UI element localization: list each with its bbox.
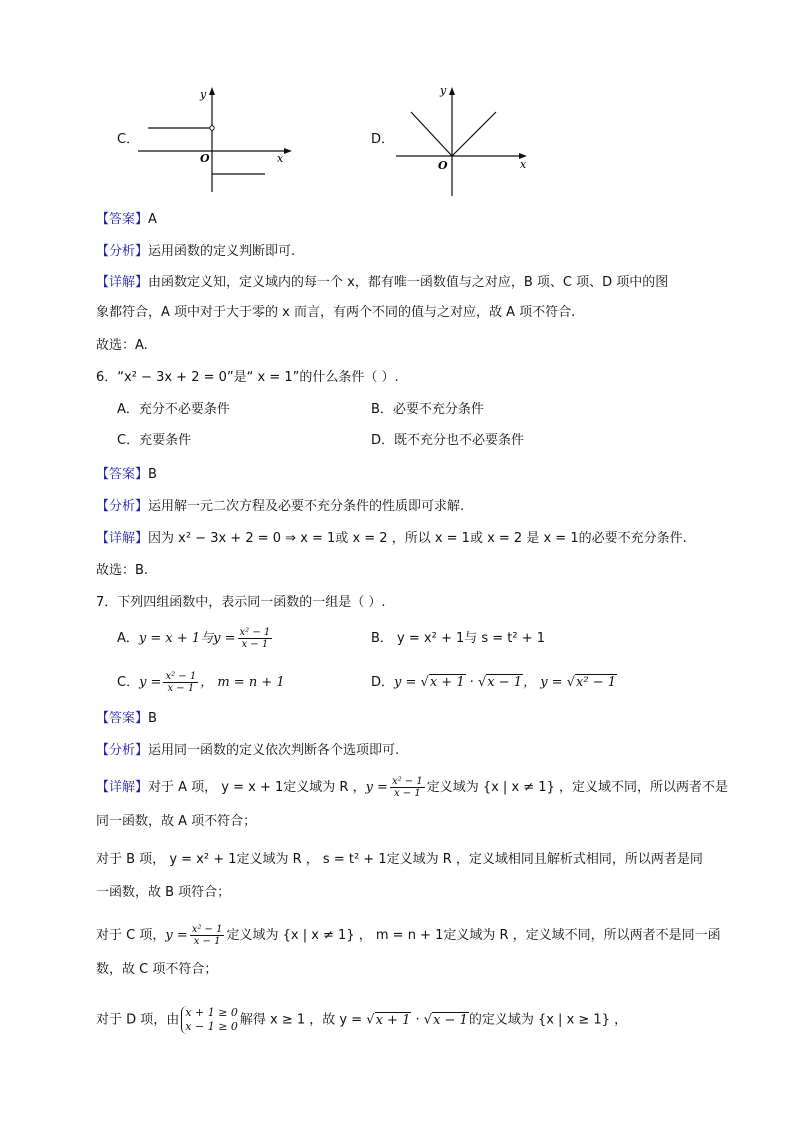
graph-c-open-point xyxy=(210,126,214,130)
analysis-text: 运用函数的定义判断即可. xyxy=(148,244,296,259)
analysis-text: 运用同一函数的定义依次判断各个选项即可. xyxy=(148,743,400,758)
answer-tag: 【答案】 xyxy=(96,711,149,726)
q7-detail-1 xyxy=(96,776,728,799)
dot: · xyxy=(411,1012,424,1028)
dot: · xyxy=(465,675,478,690)
q7-answer xyxy=(96,709,157,729)
analysis-tag: 【分析】 xyxy=(96,244,149,259)
q7-stem: 7．下列四组函数中，表示同一函数的一组是（ ）. xyxy=(96,595,386,610)
option-d-label: D． xyxy=(371,132,395,147)
detail-text: 对于 C 项， xyxy=(96,928,166,943)
graph-d-y-label: y xyxy=(440,84,447,97)
option-d-label: D． xyxy=(371,675,395,690)
detail-tag: 【详解】 xyxy=(96,531,149,546)
graph-c-x-arrow xyxy=(284,148,292,154)
sqrt-x-minus-1-radicand: x − 1 xyxy=(433,1012,468,1028)
graph-d-x-label: x xyxy=(520,158,527,171)
graph-c xyxy=(134,82,300,194)
q7-detail-4: 一函数，故 B 项符合； xyxy=(96,885,231,900)
fraction-denominator: x − 1 xyxy=(241,639,269,650)
detail-text-2: 解得 x ≥ 1 ，故 y = xyxy=(239,1012,363,1028)
q5-answer xyxy=(96,210,157,230)
sqrt-x-minus-1: √x − 1 xyxy=(423,1012,468,1028)
analysis-text: 运用解一元二次方程及必要不充分条件的性质即可求解. xyxy=(148,499,465,514)
answer-value: B xyxy=(148,711,157,726)
sqrt-x2-minus-1-radicand: x² − 1 xyxy=(576,675,616,690)
sqrt-x-plus-1: √x + 1 xyxy=(420,675,465,690)
analysis-tag: 【分析】 xyxy=(96,499,149,514)
q7-detail-6: 数，故 C 项不符合； xyxy=(96,962,218,977)
option-c-expr: y = xyxy=(139,675,162,690)
q5-detail-2: 象都符合，A 项中对于大于零的 x 而言，有两个不同的值与之对应，故 A 项不符合. xyxy=(96,305,576,320)
graph-d xyxy=(392,82,534,200)
detail-tag: 【详解】 xyxy=(96,780,149,795)
analysis-tag: 【分析】 xyxy=(96,743,149,758)
sqrt-x-minus-1: √x − 1 xyxy=(478,675,523,690)
option-c-fraction xyxy=(163,671,198,694)
option-a-expr-2: y = xyxy=(213,631,236,646)
detail-tag: 【详解】 xyxy=(96,275,149,290)
fraction-denominator: x − 1 xyxy=(393,788,421,799)
detail-text: 对于 D 项，由 xyxy=(96,1012,180,1028)
fraction-numerator: x² − 1 xyxy=(239,627,271,638)
q6-option-a: A．充分不必要条件 xyxy=(117,402,230,417)
q6-answer xyxy=(96,465,157,485)
answer-tag: 【答案】 xyxy=(96,212,149,227)
fraction-numerator: x² − 1 xyxy=(165,671,197,682)
fraction-denominator: x − 1 xyxy=(167,683,195,694)
option-c-label: C． xyxy=(117,675,140,690)
graph-c-y-label: y xyxy=(200,88,207,101)
q7-detail-2: 同一函数，故 A 项不符合； xyxy=(96,814,257,829)
q6-option-c: C．充要条件 xyxy=(117,433,192,448)
detail-text-2: 定义域为 {x | x ≠ 1} ，定义域不同，所以两者不是 xyxy=(426,780,728,795)
answer-value: A xyxy=(148,212,157,227)
sqrt-x-plus-1-radicand: x + 1 xyxy=(375,1012,411,1028)
fraction-numerator: x² − 1 xyxy=(191,924,223,935)
inequality-system xyxy=(181,1006,238,1034)
q6-choice: 故选：B. xyxy=(96,563,149,578)
q7-option-b: B． y = x² + 1与 s = t² + 1 xyxy=(371,631,546,646)
option-c-rest: ， m = n + 1 xyxy=(200,675,285,690)
detail-fraction xyxy=(390,776,425,799)
q6-option-d: D．既不充分也不必要条件 xyxy=(371,433,525,448)
q5-choice: 故选：A. xyxy=(96,338,148,353)
detail-fraction xyxy=(190,924,225,947)
q7-analysis xyxy=(96,741,399,761)
detail-expr: y = xyxy=(365,780,388,795)
graph-c-y-arrow xyxy=(209,87,215,95)
detail-text-3: 的定义域为 {x | x ≥ 1} ， xyxy=(468,1012,628,1028)
answer-tag: 【答案】 xyxy=(96,467,149,482)
q7-option-c xyxy=(117,671,285,694)
sqrt-x-plus-1: √x + 1 xyxy=(366,1012,411,1028)
option-d-sep: ， y = xyxy=(523,675,563,690)
sqrt-x-plus-1-radicand: x + 1 xyxy=(429,675,465,690)
option-c-label: C． xyxy=(117,132,140,147)
graph-d-right-branch xyxy=(452,112,496,156)
option-a-fraction xyxy=(238,627,273,650)
q6-detail xyxy=(96,529,687,549)
graph-d-y-arrow xyxy=(449,87,455,95)
q7-detail-7 xyxy=(96,1006,627,1034)
detail-text: 由函数定义知，定义域内的每一个 x，都有唯一函数值与之对应，B 项、C 项、D 项中的图 xyxy=(148,275,669,290)
q7-detail-5 xyxy=(96,924,721,947)
q7-option-d xyxy=(371,673,617,693)
graph-c-x-label: x xyxy=(277,152,284,165)
detail-text: 对于 A 项， y = x + 1定义域为 R ， xyxy=(148,780,366,795)
answer-value: B xyxy=(148,467,157,482)
system-line-2: x − 1 ≥ 0 xyxy=(185,1020,238,1033)
detail-text-2: 定义域为 {x | x ≠ 1} ， m = n + 1定义域为 R ，定义域不同，所以两者不是同一函 xyxy=(226,928,721,943)
detail-expr: y = xyxy=(165,928,188,943)
q5-detail-1 xyxy=(96,273,668,293)
q6-option-b: B．必要不充分条件 xyxy=(371,402,484,417)
q7-detail-3: 对于 B 项， y = x² + 1定义域为 R ， s = t² + 1定义域为 R ，定义域相同且解析式相同，所以两者是同 xyxy=(96,852,703,867)
option-d-expr: y = xyxy=(394,675,417,690)
graph-c-origin-label: O xyxy=(200,152,210,165)
detail-text: 因为 x² − 3x + 2 = 0 ⇒ x = 1或 x = 2 ，所以 x = 1或 x = 2 是 x = 1的必要不充分条件. xyxy=(148,531,687,546)
q7-option-a xyxy=(117,627,274,650)
option-a-expr: y = x + 1与 xyxy=(138,631,214,646)
q5-analysis xyxy=(96,242,295,262)
fraction-numerator: x² − 1 xyxy=(391,776,423,787)
graph-d-origin-label: O xyxy=(438,159,448,172)
q6-stem: 6．“x² − 3x + 2 = 0”是“ x = 1”的什么条件（ ）. xyxy=(96,370,399,385)
graph-d-left-branch xyxy=(411,112,452,156)
fraction-denominator: x − 1 xyxy=(193,936,221,947)
option-a-label: A． xyxy=(117,631,139,646)
sqrt-x2-minus-1: √x² − 1 xyxy=(566,675,616,690)
sqrt-x-minus-1-radicand: x − 1 xyxy=(487,675,523,690)
q6-analysis xyxy=(96,497,464,517)
system-line-1: x + 1 ≥ 0 xyxy=(185,1006,238,1019)
